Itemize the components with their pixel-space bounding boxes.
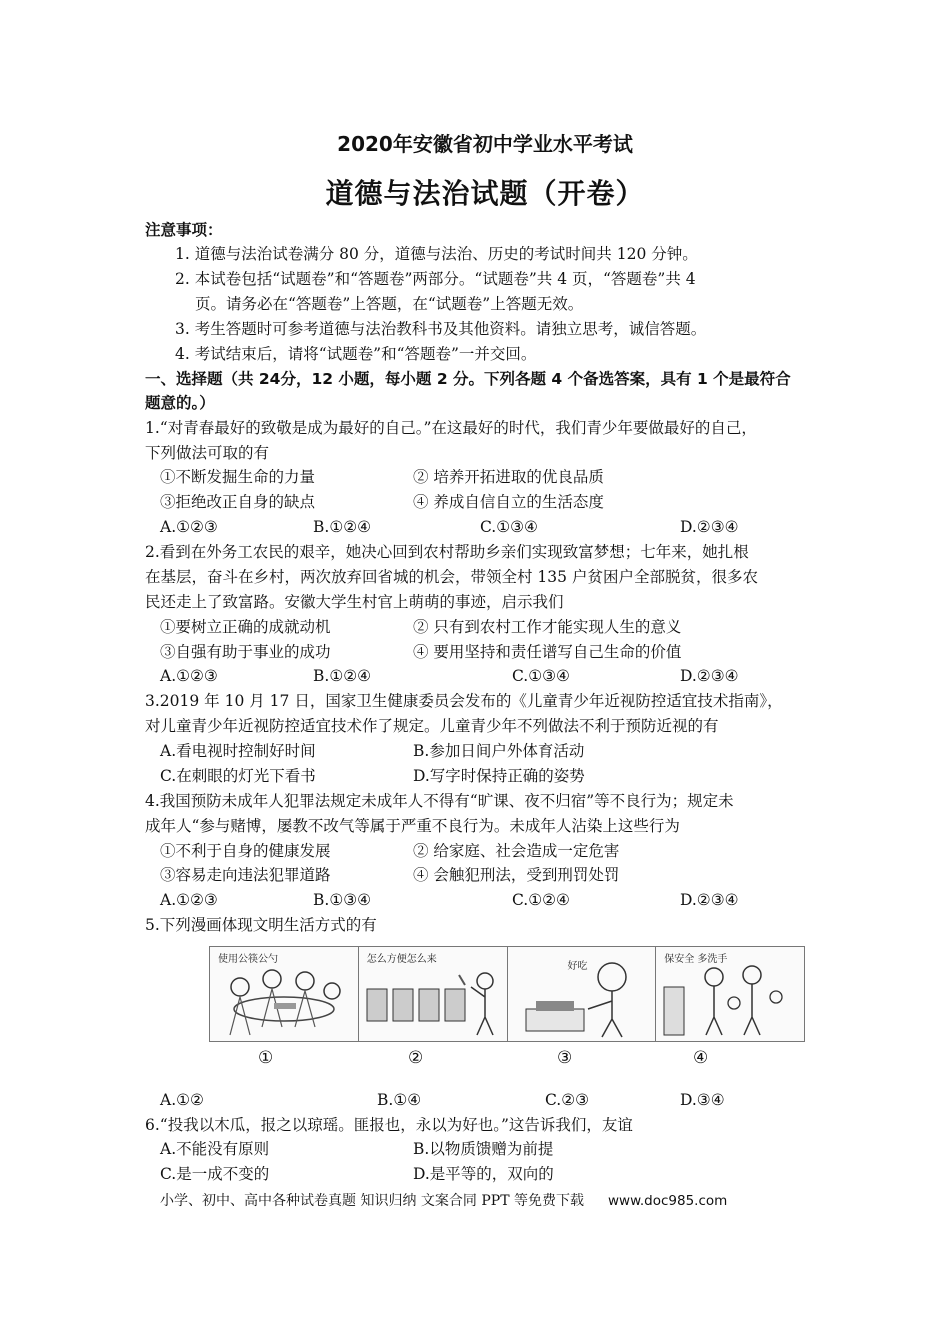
- q2-option-d: D.②③④: [680, 667, 739, 685]
- q1-option-a: A.①②③: [160, 518, 218, 536]
- question-1-stem: 下列做法可取的有: [145, 444, 270, 462]
- q5-option-c: C.②③: [545, 1091, 590, 1109]
- q2-statement-1: ①要树立正确的成就动机: [160, 618, 331, 636]
- q3-option-a: A.看电视时控制好时间: [160, 742, 316, 760]
- footer-text: 小学、初中、高中各种试卷真题 知识归纳 文案合同 PPT 等免费下载: [160, 1193, 584, 1209]
- question-5-stem: 5.下列漫画体现文明生活方式的有: [145, 916, 377, 934]
- page-footer: [160, 1190, 727, 1210]
- q4-option-d: D.②③④: [680, 891, 739, 909]
- question-6-stem: 6.“投我以木瓜，报之以琼瑶。匪报也，永以为好也。”这告诉我们，友谊: [145, 1116, 633, 1134]
- footer-url[interactable]: www.doc985.com: [607, 1193, 728, 1209]
- notice-item: 4. 考试结束后，请将“试题卷”和“答题卷”一并交回。: [175, 345, 537, 363]
- exam-subtitle: 道德与法治试题（开卷）: [325, 177, 645, 210]
- q3-option-b: B.参加日间户外体育活动: [413, 742, 585, 760]
- cartoon-panel-1: [210, 947, 359, 1041]
- question-2-stem: 民还走上了致富路。安徽大学生村官上萌萌的事迹，启示我们: [145, 593, 564, 611]
- panel-number: ④: [693, 1048, 709, 1068]
- q4-statement-2: ② 给家庭、社会造成一定危害: [413, 842, 620, 860]
- q4-option-a: A.①②③: [160, 891, 218, 909]
- q1-option-d: D.②③④: [680, 518, 739, 536]
- q1-statement-1: ①不断发掘生命的力量: [160, 468, 316, 486]
- q2-option-a: A.①②③: [160, 667, 218, 685]
- question-3-stem: 3.2019 年 10 月 17 日，国家卫生健康委员会发布的《儿童青少年近视防控适宜技术指南》，: [145, 692, 783, 710]
- q4-statement-3: ③容易走向违法犯罪道路: [160, 866, 331, 884]
- notice-item: 2. 本试卷包括“试题卷”和“答题卷”两部分。“试题卷”共 4 页，“答题卷”共 4: [175, 270, 696, 288]
- panel-caption: 好吃: [567, 961, 588, 972]
- q4-statement-1: ①不利于自身的健康发展: [160, 842, 331, 860]
- q3-option-d: D.写字时保持正确的姿势: [413, 767, 585, 785]
- q4-option-b: B.①③④: [313, 891, 372, 909]
- q2-statement-2: ② 只有到农村工作才能实现人生的意义: [413, 618, 682, 636]
- q5-option-d: D.③④: [680, 1091, 725, 1109]
- notice-item: 3. 考生答题时可参考道德与法治教科书及其他资料。请独立思考，诚信答题。: [175, 320, 707, 338]
- question-4-stem: 4.我国预防未成年人犯罪法规定未成年人不得有“旷课、夜不归宿”等不良行为；规定未: [145, 792, 734, 810]
- q6-option-c: C.是一成不变的: [160, 1165, 270, 1183]
- q3-option-c: C.在刺眼的灯光下看书: [160, 767, 316, 785]
- q1-statement-3: ③拒绝改正自身的缺点: [160, 493, 316, 511]
- q2-statement-4: ④ 要用坚持和责任谱写自己生命的价值: [413, 643, 682, 661]
- section-heading-cont: 题意的。）: [145, 394, 215, 412]
- section-heading: 一、选择题（共 24分，12 小题，每小题 2 分。下列各题 4 个备选答案，具有 1 个是最符合: [145, 370, 791, 388]
- q1-option-b: B.①②④: [313, 518, 372, 536]
- q1-statement-2: ② 培养开拓进取的优良品质: [413, 468, 604, 486]
- notice-heading: 注意事项：: [145, 221, 223, 239]
- q4-option-c: C.①②④: [512, 891, 570, 909]
- q6-option-a: A.不能没有原则: [160, 1140, 270, 1158]
- q4-statement-4: ④ 会触犯刑法，受到刑罚处罚: [413, 866, 620, 884]
- q6-option-b: B.以物质馈赠为前提: [413, 1140, 554, 1158]
- cartoon-panel-3: [508, 947, 657, 1041]
- panel-caption: 怎么方便怎么来: [366, 954, 437, 965]
- cartoon-panel-4: [656, 947, 804, 1041]
- cartoon-panel-2: [359, 947, 508, 1041]
- q6-option-d: D.是平等的，双向的: [413, 1165, 554, 1183]
- q2-statement-3: ③自强有助于事业的成功: [160, 643, 331, 661]
- notice-item: 页。请务必在“答题卷”上答题，在“试题卷”上答题无效。: [195, 295, 584, 313]
- question-4-stem: 成年人“参与赌博，屡教不改气等属于严重不良行为。未成年人沾染上这些行为: [145, 817, 680, 835]
- panel-number: ①: [258, 1048, 274, 1068]
- panel-number: ③: [557, 1048, 573, 1068]
- panel-caption: 使用公筷公勺: [218, 954, 278, 965]
- cartoon-strip: [209, 946, 805, 1042]
- q1-statement-4: ④ 养成自信自立的生活态度: [413, 493, 604, 511]
- notice-item: 1. 道德与法治试卷满分 80 分，道德与法治、历史的考试时间共 120 分钟。: [175, 245, 698, 263]
- question-1-stem: 1.“对青春最好的致敬是成为最好的自己。”在这最好的时代，我们青少年要做最好的自己，: [145, 419, 757, 437]
- exam-title: 2020年安徽省初中学业水平考试: [337, 132, 633, 156]
- q5-option-b: B.①④: [377, 1091, 422, 1109]
- panel-number: ②: [408, 1048, 424, 1068]
- q1-option-c: C.①③④: [480, 518, 538, 536]
- panel-caption: 保安全 多洗手: [664, 954, 728, 965]
- question-2-stem: 在基层，奋斗在乡村，两次放弃回省城的机会，带领全村 135 户贫困户全部脱贫，很多农: [145, 568, 758, 586]
- question-3-stem: 对儿童青少年近视防控适宜技术作了规定。儿童青少年不列做法不利于预防近视的有: [145, 717, 719, 735]
- q5-option-a: A.①②: [160, 1091, 204, 1109]
- q2-option-b: B.①②④: [313, 667, 372, 685]
- question-2-stem: 2.看到在外务工农民的艰辛，她决心回到农村帮助乡亲们实现致富梦想；七年来，她扎根: [145, 543, 749, 561]
- q2-option-c: C.①③④: [512, 667, 570, 685]
